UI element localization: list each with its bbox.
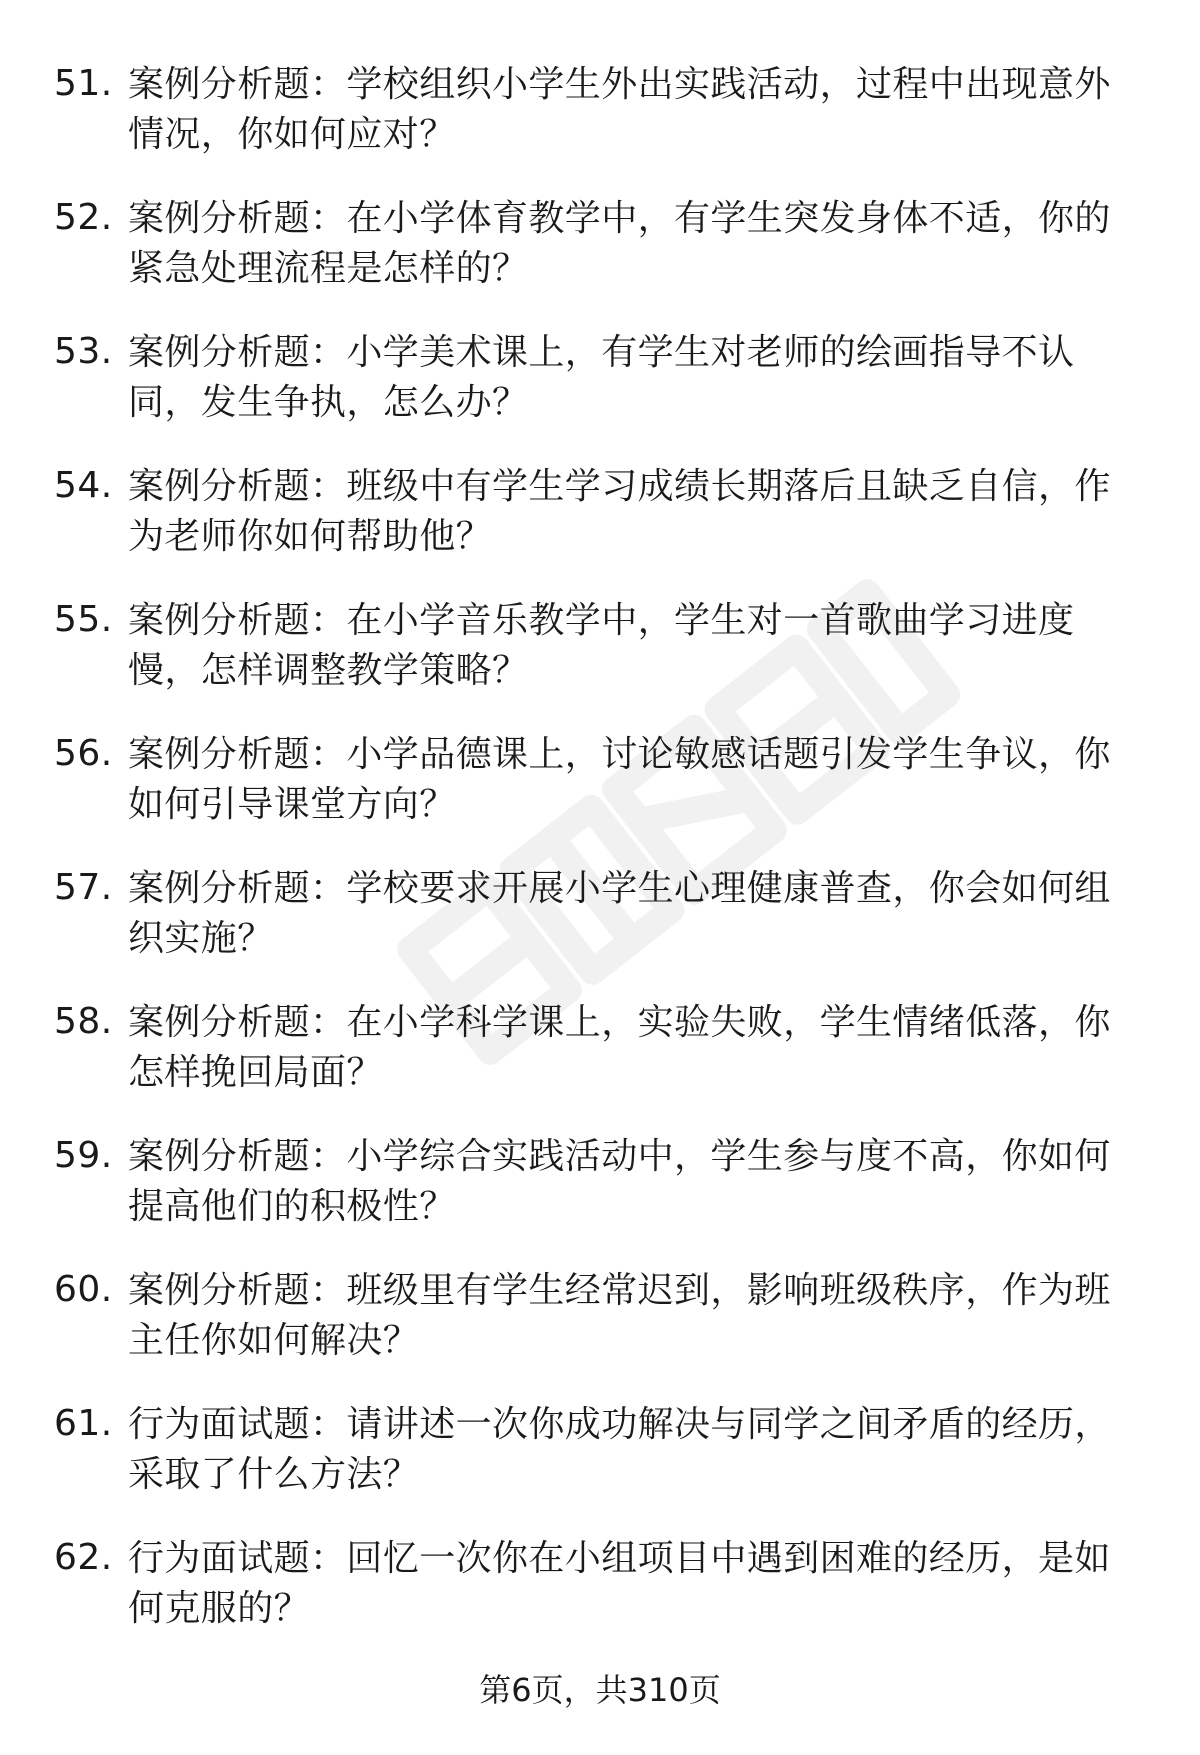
question-list	[0, 52, 1200, 1660]
question-item	[0, 1526, 1200, 1660]
question-item	[0, 1124, 1200, 1258]
page-number-label: 第6页，共310页	[479, 1671, 721, 1709]
question-item	[0, 990, 1200, 1124]
question-number: 56.	[54, 733, 113, 774]
question-text: 案例分析题：在小学音乐教学中，学生对一首歌曲学习进度慢，怎样调整教学策略？	[128, 600, 1075, 691]
question-number: 55.	[54, 599, 113, 640]
question-number: 62.	[54, 1537, 113, 1578]
question-number: 57.	[54, 867, 113, 908]
question-number: 53.	[54, 331, 113, 372]
question-number: 58.	[54, 1001, 113, 1042]
question-item	[0, 1392, 1200, 1526]
question-number: 59.	[54, 1135, 113, 1176]
question-text: 行为面试题：请讲述一次你成功解决与同学之间矛盾的经历，采取了什么方法？	[128, 1404, 1111, 1495]
question-number: 51.	[54, 63, 113, 104]
question-number: 52.	[54, 197, 113, 238]
question-item	[0, 186, 1200, 320]
question-item	[0, 722, 1200, 856]
question-text: 案例分析题：班级中有学生学习成绩长期落后且缺乏自信，作为老师你如何帮助他？	[128, 466, 1111, 557]
question-item	[0, 320, 1200, 454]
question-item	[0, 454, 1200, 588]
question-text: 案例分析题：班级里有学生经常迟到，影响班级秩序，作为班主任你如何解决？	[128, 1270, 1111, 1361]
question-text: 案例分析题：小学美术课上，有学生对老师的绘画指导不认同，发生争执，怎么办？	[128, 332, 1075, 423]
question-number: 61.	[54, 1403, 113, 1444]
question-number: 54.	[54, 465, 113, 506]
question-text: 案例分析题：在小学体育教学中，有学生突发身体不适，你的紧急处理流程是怎样的？	[128, 198, 1111, 289]
question-item	[0, 588, 1200, 722]
question-text: 案例分析题：小学品德课上，讨论敏感话题引发学生争议，你如何引导课堂方向？	[128, 734, 1111, 825]
question-text: 行为面试题：回忆一次你在小组项目中遇到困难的经历，是如何克服的？	[128, 1538, 1111, 1629]
question-item	[0, 52, 1200, 186]
question-text: 案例分析题：小学综合实践活动中，学生参与度不高，你如何提高他们的积极性？	[128, 1136, 1111, 1227]
page-footer	[0, 1670, 1200, 1710]
question-text: 案例分析题：学校组织小学生外出实践活动，过程中出现意外情况，你如何应对？	[128, 64, 1111, 155]
question-item	[0, 1258, 1200, 1392]
question-item	[0, 856, 1200, 990]
question-number: 60.	[54, 1269, 113, 1310]
question-text: 案例分析题：学校要求开展小学生心理健康普查，你会如何组织实施？	[128, 868, 1111, 959]
question-text: 案例分析题：在小学科学课上，实验失败，学生情绪低落，你怎样挽回局面？	[128, 1002, 1111, 1093]
